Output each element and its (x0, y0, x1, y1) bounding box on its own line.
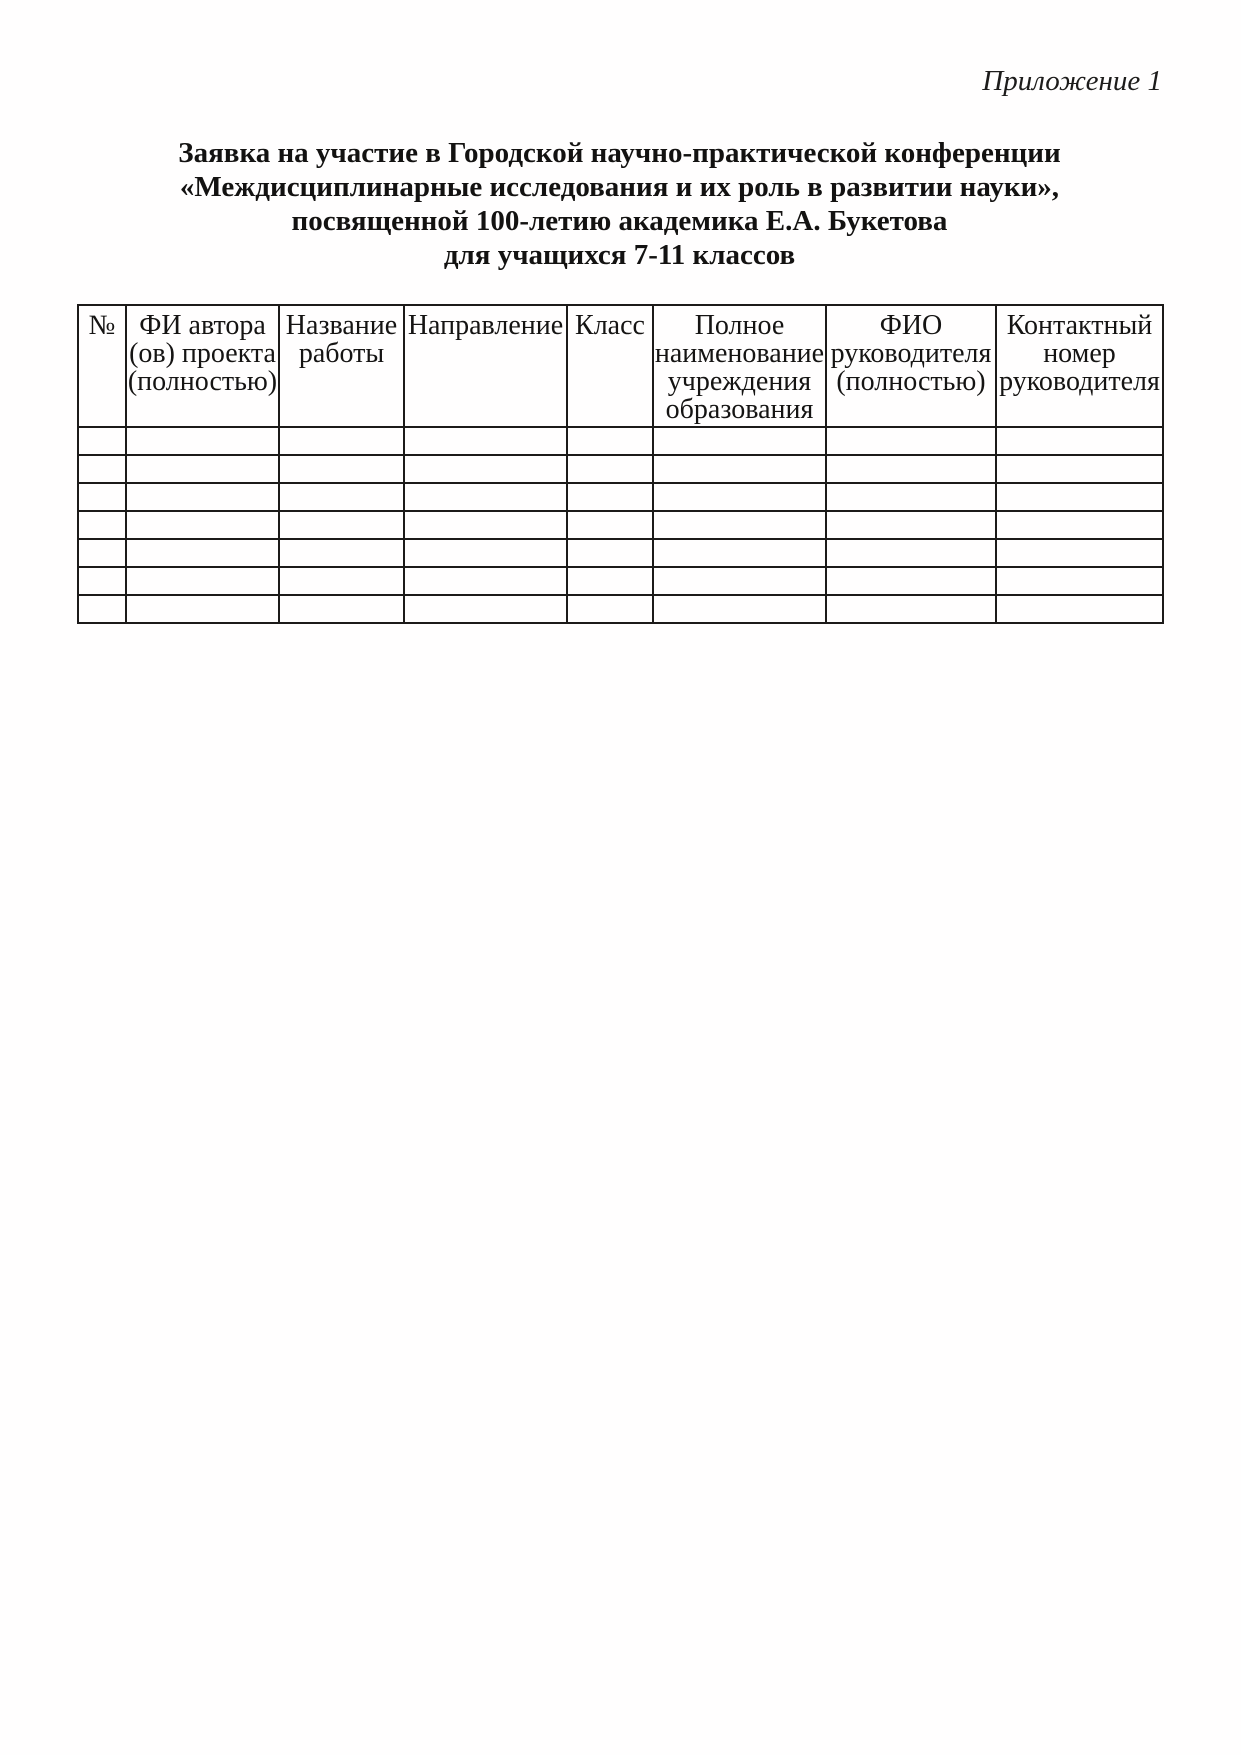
table-body (78, 427, 1163, 623)
empty-cell (404, 595, 567, 623)
empty-cell (567, 427, 653, 455)
empty-cell (653, 483, 826, 511)
table-header-row (78, 305, 1163, 427)
empty-cell (826, 427, 996, 455)
empty-cell (126, 455, 279, 483)
column-header-number: № (78, 305, 126, 427)
empty-cell (826, 567, 996, 595)
empty-cell (78, 511, 126, 539)
empty-cell (279, 455, 404, 483)
empty-cell (567, 595, 653, 623)
empty-cell (126, 595, 279, 623)
empty-cell (404, 567, 567, 595)
empty-cell (279, 511, 404, 539)
empty-cell (126, 483, 279, 511)
empty-cell (404, 427, 567, 455)
empty-cell (996, 455, 1163, 483)
empty-cell (279, 595, 404, 623)
empty-cell (653, 567, 826, 595)
title-line-2: «Междисциплинарные исследования и их роль в развитии науки», (179, 171, 1060, 203)
empty-cell (126, 511, 279, 539)
table-empty-row (78, 427, 1163, 455)
table-empty-row (78, 595, 1163, 623)
empty-cell (279, 539, 404, 567)
table-empty-row (78, 455, 1163, 483)
empty-cell (567, 455, 653, 483)
appendix-label: Приложение 1 (982, 65, 1162, 97)
title-line-1: Заявка на участие в Городской научно-практической конференции (178, 137, 1061, 169)
empty-cell (653, 539, 826, 567)
column-header-grade: Класс (567, 305, 653, 427)
empty-cell (78, 595, 126, 623)
empty-cell (996, 595, 1163, 623)
column-header-direction: Направление (404, 305, 567, 427)
empty-cell (826, 511, 996, 539)
table-empty-row (78, 567, 1163, 595)
empty-cell (567, 511, 653, 539)
table-empty-row (78, 511, 1163, 539)
empty-cell (126, 427, 279, 455)
empty-cell (567, 567, 653, 595)
empty-cell (404, 511, 567, 539)
empty-cell (653, 511, 826, 539)
empty-cell (404, 539, 567, 567)
empty-cell (279, 483, 404, 511)
empty-cell (996, 483, 1163, 511)
column-header-supervisor-name: ФИО руководителя (полностью) (826, 305, 996, 427)
empty-cell (996, 427, 1163, 455)
table-empty-row (78, 539, 1163, 567)
empty-cell (826, 595, 996, 623)
empty-cell (279, 567, 404, 595)
title-line-4: для учащихся 7-11 классов (443, 239, 796, 271)
empty-cell (826, 455, 996, 483)
empty-cell (279, 427, 404, 455)
column-header-institution: Полное наименование учреждения образования (653, 305, 826, 427)
column-header-work-title: Название работы (279, 305, 404, 427)
application-table (77, 304, 1164, 624)
column-header-supervisor-phone: Контактный номер руководителя (996, 305, 1163, 427)
empty-cell (404, 455, 567, 483)
empty-cell (996, 567, 1163, 595)
empty-cell (78, 455, 126, 483)
empty-cell (78, 483, 126, 511)
column-header-author: ФИ автора (ов) проекта (полностью) (126, 305, 279, 427)
empty-cell (996, 539, 1163, 567)
empty-cell (826, 483, 996, 511)
empty-cell (126, 539, 279, 567)
empty-cell (404, 483, 567, 511)
empty-cell (567, 483, 653, 511)
empty-cell (126, 567, 279, 595)
empty-cell (78, 539, 126, 567)
document-title (77, 136, 1162, 272)
empty-cell (567, 539, 653, 567)
empty-cell (653, 595, 826, 623)
empty-cell (996, 511, 1163, 539)
title-line-3: посвященной 100-летию академика Е.А. Букетова (291, 205, 948, 237)
table-empty-row (78, 483, 1163, 511)
empty-cell (826, 539, 996, 567)
empty-cell (78, 567, 126, 595)
empty-cell (78, 427, 126, 455)
empty-cell (653, 455, 826, 483)
empty-cell (653, 427, 826, 455)
